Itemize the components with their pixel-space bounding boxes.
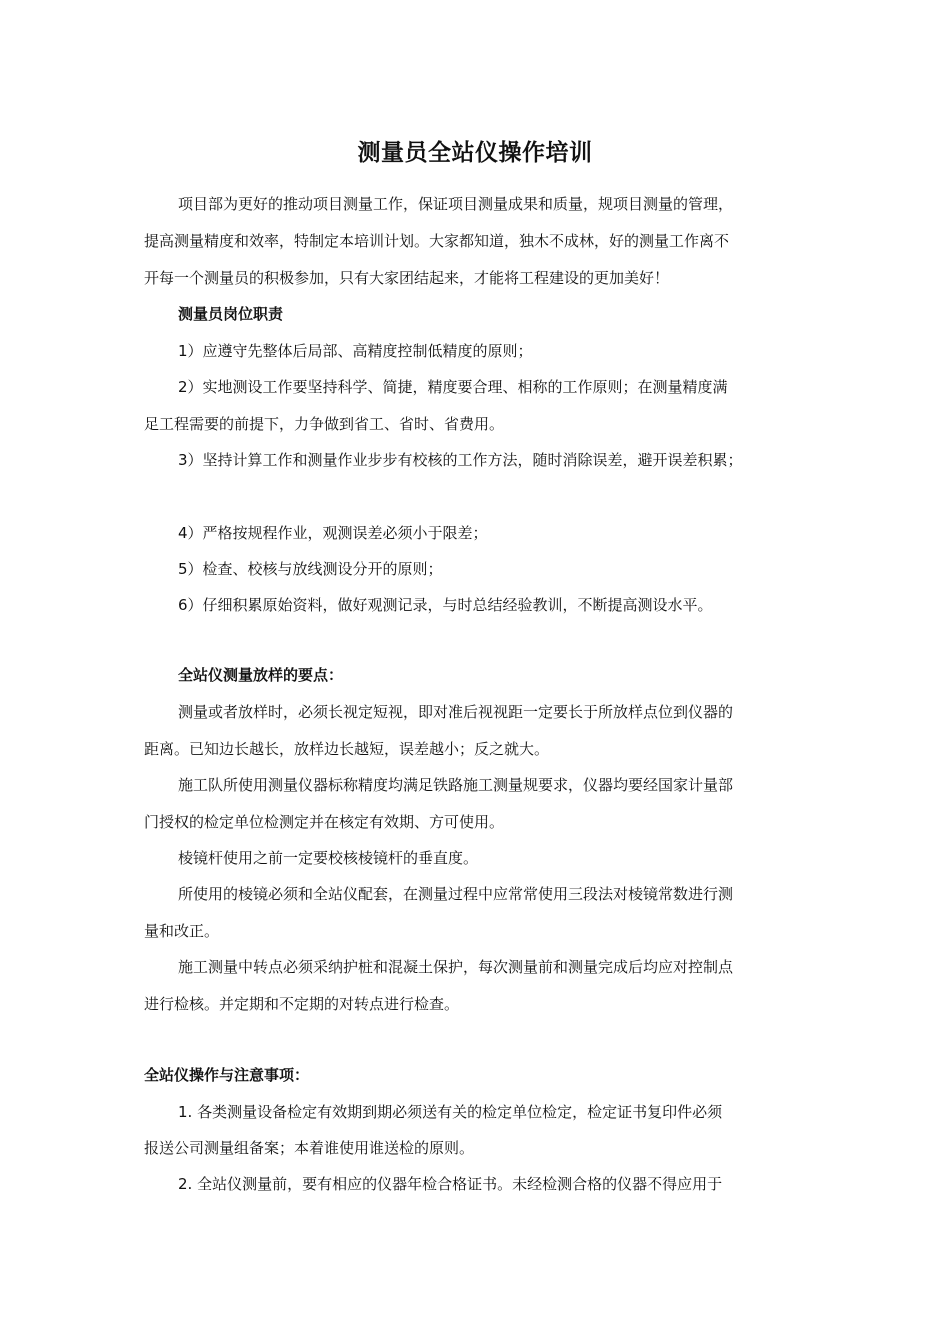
stakeout-para-continued: 量和改正。 (144, 922, 220, 940)
stakeout-para: 所使用的棱镜必须和全站仪配套，在测量过程中应常常使用三段法对棱镜常数进行测 (178, 885, 734, 903)
intro-line: 提高测量精度和效率，特制定本培训计划。大家都知道，独木不成林，好的测量工作离不 (144, 232, 730, 250)
duty-item: 3）坚持计算工作和测量作业步步有校核的工作方法，随时消除误差，避开误差积累； (178, 451, 743, 469)
stakeout-para: 测量或者放样时，必须长视定短视，即对准后视视距一定要长于所放样点位到仪器的 (178, 703, 734, 721)
document-title: 测量员全站仪操作培训 (357, 140, 593, 166)
stakeout-para-continued: 进行检核。并定期和不定期的对转点进行检查。 (144, 995, 460, 1013)
section-heading-duties: 测量员岗位职责 (178, 305, 284, 323)
stakeout-para: 施工测量中转点必须采纳护桩和混凝土保护，每次测量前和测量完成后均应对控制点 (178, 958, 734, 976)
section-heading-stakeout: 全站仪测量放样的要点： (178, 666, 344, 684)
duty-item: 4）严格按规程作业，观测误差必须小于限差； (178, 524, 488, 542)
operation-para-continued: 报送公司测量组备案；本着谁使用谁送检的原则。 (144, 1139, 475, 1157)
operation-para: 1. 各类测量设备检定有效期到期必须送有关的检定单位检定，检定证书复印件必须 (178, 1103, 723, 1121)
section-heading-operation: 全站仪操作与注意事项： (144, 1066, 310, 1084)
duty-item: 2）实地测设工作要坚持科学、简捷，精度要合理、相称的工作原则；在测量精度满 (178, 378, 728, 396)
intro-line: 开每一个测量员的积极参加，只有大家团结起来，才能将工程建设的更加美好！ (144, 269, 670, 287)
operation-para: 2. 全站仪测量前，要有相应的仪器年检合格证书。未经检测合格的仪器不得应用于 (178, 1175, 723, 1193)
stakeout-para: 施工队所使用测量仪器标称精度均满足铁路施工测量规要求，仪器均要经国家计量部 (178, 776, 734, 794)
stakeout-para: 棱镜杆使用之前一定要校核棱镜杆的垂直度。 (178, 849, 479, 867)
duty-item: 6）仔细积累原始资料，做好观测记录，与时总结经验教训，不断提高测设水平。 (178, 596, 713, 614)
duty-item: 5）检查、校核与放线测设分开的原则； (178, 560, 443, 578)
stakeout-para-continued: 门授权的检定单位检测定并在核定有效期、方可使用。 (144, 813, 505, 831)
duty-item-continued: 足工程需要的前提下，力争做到省工、省时、省费用。 (144, 415, 505, 433)
stakeout-para-continued: 距离。已知边长越长，放样边长越短，误差越小；反之就大。 (144, 740, 550, 758)
intro-line: 项目部为更好的推动项目测量工作，保证项目测量成果和质量，规项目测量的管理， (178, 195, 734, 213)
duty-item: 1）应遵守先整体后局部、高精度控制低精度的原则； (178, 342, 533, 360)
